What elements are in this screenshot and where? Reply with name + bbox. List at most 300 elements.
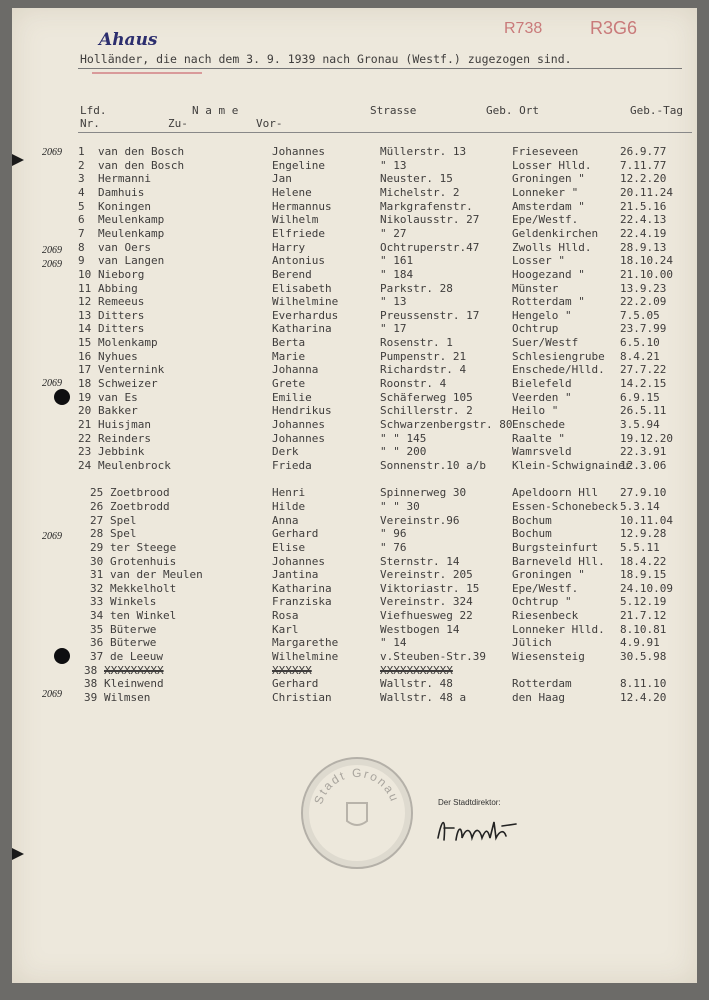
birthplace-cell: Enschede xyxy=(512,418,565,431)
surname-cell: ten Winkel xyxy=(110,609,177,623)
street-cell: Preussenstr. 17 xyxy=(380,308,480,322)
street-cell: " " 145 xyxy=(380,431,427,445)
table-row xyxy=(12,322,697,336)
forename-cell: Engeline xyxy=(272,158,325,172)
forename-cell: Marie xyxy=(272,349,306,363)
table-row xyxy=(12,200,697,214)
surname-cell: Molenkamp xyxy=(98,336,158,350)
header-birthplace: Geb. Ort xyxy=(486,104,539,117)
forename-cell: Hendrikus xyxy=(272,404,332,418)
birthplace-cell: Apeldoorn Hll xyxy=(512,486,599,500)
table-row xyxy=(12,268,697,282)
row-number: 37 xyxy=(90,650,104,664)
birthplace-cell: Enschede/Hlld. xyxy=(512,363,605,377)
row-number: 36 xyxy=(90,636,104,650)
surname-cell: Zoetbrodd xyxy=(110,499,170,513)
birthdate-cell: 30.5.98 xyxy=(620,650,667,664)
birthplace-cell: Epe/Westf. xyxy=(512,213,579,227)
row-number: 38 xyxy=(84,663,98,677)
table-row xyxy=(12,582,697,596)
row-number: 22 xyxy=(78,431,92,445)
forename-cell: Rosa xyxy=(272,609,299,623)
row-number: 5 xyxy=(78,199,85,213)
row-number: 14 xyxy=(78,322,92,336)
row-number: 21 xyxy=(78,418,92,431)
forename-cell: Antonius xyxy=(272,254,325,268)
street-cell: Wallstr. 48 xyxy=(380,677,453,691)
birthdate-cell: 14.2.15 xyxy=(620,377,667,391)
table-row xyxy=(12,609,697,623)
birthplace-cell: Frieseveen xyxy=(512,145,579,158)
birthplace-cell: Geldenkirchen xyxy=(512,226,599,240)
forename-cell: Johanna xyxy=(272,363,319,377)
birthdate-cell: 18.9.15 xyxy=(620,568,667,582)
table-row xyxy=(12,432,697,446)
street-cell: Vereinstr. 324 xyxy=(380,595,473,609)
surname-cell: Meulenkamp xyxy=(98,213,165,227)
birthdate-cell: 26.9.77 xyxy=(620,145,667,158)
row-number: 16 xyxy=(78,349,92,363)
table-row xyxy=(12,186,697,200)
surname-cell: ter Steege xyxy=(110,540,177,554)
birthdate-cell: 7.5.05 xyxy=(620,308,660,322)
birthdate-cell: 28.9.13 xyxy=(620,240,667,254)
header-name: N a m e xyxy=(192,104,239,117)
forename-cell: Elfriede xyxy=(272,226,325,240)
birthplace-cell: Epe/Westf. xyxy=(512,581,579,595)
row-number: 23 xyxy=(78,445,92,459)
birthplace-cell: Barneveld Hll. xyxy=(512,554,605,568)
surname-cell: Wilmsen xyxy=(104,691,151,704)
row-number: 17 xyxy=(78,363,92,377)
archive-notes xyxy=(504,20,644,50)
document-sheet xyxy=(12,8,697,983)
svg-text:Stadt Gronau: Stadt Gronau xyxy=(311,765,403,807)
birthplace-cell: Lonneker Hlld. xyxy=(512,622,605,636)
street-cell: Sternstr. 14 xyxy=(380,554,460,568)
forename-cell: Frieda xyxy=(272,458,312,472)
street-cell: Rosenstr. 1 xyxy=(380,336,453,350)
street-cell: Viefhuesweg 22 xyxy=(380,609,473,623)
forename-cell: Johannes xyxy=(272,554,325,568)
row-number: 7 xyxy=(78,226,85,240)
forename-cell: Harry xyxy=(272,240,306,254)
row-number: 31 xyxy=(90,568,104,582)
street-cell: " 13 xyxy=(380,158,407,172)
birthplace-cell: Groningen " xyxy=(512,172,585,186)
table-row xyxy=(12,159,697,173)
birthdate-cell: 22.3.91 xyxy=(620,445,667,459)
birthdate-cell: 10.11.04 xyxy=(620,513,673,527)
surname-cell: Mekkelholt xyxy=(110,581,177,595)
birthdate-cell: 7.11.77 xyxy=(620,158,667,172)
forename-cell: Jan xyxy=(272,172,292,186)
edge-notch xyxy=(12,848,24,860)
surname-cell: Bakker xyxy=(98,404,138,418)
table-row xyxy=(12,172,697,186)
forename-cell: Emilie xyxy=(272,390,312,404)
surname-cell: Remeeus xyxy=(98,295,145,309)
surname-cell: van Es xyxy=(98,390,138,404)
birthplace-cell: Zwolls Hlld. xyxy=(512,240,592,254)
margin-note: 2069 xyxy=(42,531,62,542)
surname-cell: van den Bosch xyxy=(98,158,185,172)
street-cell: Markgrafenstr. xyxy=(380,199,473,213)
row-number: 39 xyxy=(84,691,98,704)
table-row xyxy=(12,555,697,569)
forename-cell: Elisabeth xyxy=(272,281,332,295)
table-row xyxy=(12,500,697,514)
street-cell: XXXXXXXXXXX xyxy=(380,663,453,677)
street-cell: Spinnerweg 30 xyxy=(380,486,467,500)
row-number: 11 xyxy=(78,281,92,295)
row-number: 28 xyxy=(90,527,104,541)
birthdate-cell: 22.4.13 xyxy=(620,213,667,227)
street-cell: Schwarzenbergstr. 80 xyxy=(380,418,513,431)
forename-cell: Elise xyxy=(272,540,306,554)
forename-cell: Jantina xyxy=(272,568,319,582)
punch-hole xyxy=(54,389,70,405)
surname-cell: Spel xyxy=(110,527,137,541)
signature-label: Der Stadtdirektor: xyxy=(438,798,501,807)
forename-cell: Wilhelm xyxy=(272,213,319,227)
table-row xyxy=(12,445,697,459)
forename-cell: Johannes xyxy=(272,431,325,445)
row-number: 20 xyxy=(78,404,92,418)
table-row xyxy=(12,377,697,391)
street-cell: " 27 xyxy=(380,226,407,240)
birthdate-cell: 8.10.81 xyxy=(620,622,667,636)
birthplace-cell: Groningen " xyxy=(512,568,585,582)
margin-note: 2069 xyxy=(42,378,62,389)
table-row xyxy=(12,459,697,473)
row-number: 29 xyxy=(90,540,104,554)
surname-cell: Damhuis xyxy=(98,185,145,199)
row-number: 25 xyxy=(90,486,104,500)
birthdate-cell: 21.10.00 xyxy=(620,267,673,281)
forename-cell: Helene xyxy=(272,185,312,199)
header-birthdate: Geb.-Tag xyxy=(630,104,683,117)
margin-note: 2069 xyxy=(42,689,62,700)
row-number: 26 xyxy=(90,499,104,513)
table-row xyxy=(12,309,697,323)
birthplace-cell: Hengelo " xyxy=(512,308,572,322)
surname-cell: Meulenbrock xyxy=(98,458,171,472)
birthplace-cell: Lonneker " xyxy=(512,185,579,199)
signature xyxy=(432,808,524,848)
row-number: 3 xyxy=(78,172,85,186)
table-row xyxy=(12,514,697,528)
birthplace-cell: Suer/Westf xyxy=(512,336,579,350)
forename-cell: Hilde xyxy=(272,499,306,513)
birthplace-cell: Schlesiengrube xyxy=(512,349,605,363)
forename-cell: Katharina xyxy=(272,322,332,336)
struck-row xyxy=(12,664,697,678)
surname-cell: Spel xyxy=(110,513,137,527)
birthdate-cell: 13.9.23 xyxy=(620,281,667,295)
birthdate-cell: 8.11.10 xyxy=(620,677,667,691)
surname-cell: Büterwe xyxy=(110,636,157,650)
birthplace-cell: Bielefeld xyxy=(512,377,572,391)
table-row xyxy=(12,623,697,637)
street-cell: Richardstr. 4 xyxy=(380,363,467,377)
surname-cell: Huisjman xyxy=(98,418,151,431)
margin-note: 2069 xyxy=(42,245,62,256)
birthdate-cell: 21.5.16 xyxy=(620,199,667,213)
birthdate-cell: 27.9.10 xyxy=(620,486,667,500)
forename-cell: Katharina xyxy=(272,581,332,595)
street-cell: " 76 xyxy=(380,540,407,554)
surname-cell: Meulenkamp xyxy=(98,226,165,240)
forename-cell: Wilhelmine xyxy=(272,650,339,664)
surname-cell: van Langen xyxy=(98,254,165,268)
surname-cell: de Leeuw xyxy=(110,650,163,664)
street-cell: " 96 xyxy=(380,527,407,541)
forename-cell: Berta xyxy=(272,336,306,350)
header-no-bottom: Nr. xyxy=(80,117,100,130)
table-row xyxy=(12,363,697,377)
birthplace-cell: Ochtrup xyxy=(512,322,559,336)
row-number: 2 xyxy=(78,158,85,172)
margin-note: 2069 xyxy=(42,147,62,158)
table-row xyxy=(12,241,697,255)
street-cell: " 14 xyxy=(380,636,407,650)
street-cell: Ochtruperstr.47 xyxy=(380,240,480,254)
birthdate-cell: 12.9.28 xyxy=(620,527,667,541)
row-number: 4 xyxy=(78,185,85,199)
table-row xyxy=(12,227,697,241)
table-row xyxy=(12,213,697,227)
street-cell: Wallstr. 48 a xyxy=(380,691,467,704)
street-cell: Viktoriastr. 15 xyxy=(380,581,480,595)
birthplace-cell: Münster xyxy=(512,281,559,295)
surname-cell: Abbing xyxy=(98,281,138,295)
surname-cell: Büterwe xyxy=(110,622,157,636)
birthplace-cell: Jülich xyxy=(512,636,552,650)
forename-cell: Grete xyxy=(272,377,306,391)
street-cell: Nikolausstr. 27 xyxy=(380,213,480,227)
birthdate-cell: 5.5.11 xyxy=(620,540,660,554)
birthdate-cell: 8.4.21 xyxy=(620,349,660,363)
street-cell: Parkstr. 28 xyxy=(380,281,453,295)
archive-note-left: R738 xyxy=(504,20,543,37)
surname-cell: Zoetbrood xyxy=(110,486,170,500)
birthplace-cell: Amsterdam " xyxy=(512,199,585,213)
birthdate-cell: 21.7.12 xyxy=(620,609,667,623)
birthplace-cell: Rotterdam xyxy=(512,677,572,691)
forename-cell: Christian xyxy=(272,691,332,704)
birthdate-cell: 6.9.15 xyxy=(620,390,660,404)
table-row xyxy=(12,691,697,705)
forename-cell: Gerhard xyxy=(272,677,319,691)
birthplace-cell: Raalte " xyxy=(512,431,565,445)
birthplace-cell: Wamrsveld xyxy=(512,445,572,459)
birthdate-cell: 6.5.10 xyxy=(620,336,660,350)
surname-cell: Grotenhuis xyxy=(110,554,177,568)
forename-cell: Wilhelmine xyxy=(272,295,339,309)
birthdate-cell: 4.9.91 xyxy=(620,636,660,650)
birthdate-cell: 3.5.94 xyxy=(620,418,660,431)
street-cell: Vereinstr.96 xyxy=(380,513,460,527)
street-cell: Vereinstr. 205 xyxy=(380,568,473,582)
row-number: 34 xyxy=(90,609,104,623)
row-number: 15 xyxy=(78,336,92,350)
forename-cell: Franziska xyxy=(272,595,332,609)
header-surname: Zu- xyxy=(168,117,188,130)
table-row xyxy=(12,336,697,350)
row-number: 13 xyxy=(78,308,92,322)
birthdate-cell: 26.5.11 xyxy=(620,404,667,418)
birthdate-cell: 5.3.14 xyxy=(620,499,660,513)
street-cell: Schillerstr. 2 xyxy=(380,404,473,418)
row-number: 27 xyxy=(90,513,104,527)
seal-text xyxy=(303,759,411,867)
birthdate-cell: 19.12.20 xyxy=(620,431,673,445)
birthplace-cell: Veerden " xyxy=(512,390,572,404)
birthdate-cell: 5.12.19 xyxy=(620,595,667,609)
row-number: 35 xyxy=(90,622,104,636)
row-number: 38 xyxy=(84,677,98,691)
surname-cell: Nyhues xyxy=(98,349,138,363)
surname-cell: Hermanni xyxy=(98,172,151,186)
forename-cell: Berend xyxy=(272,267,312,281)
birthplace-cell: Bochum xyxy=(512,513,552,527)
surname-cell: van der Meulen xyxy=(110,568,203,582)
birthplace-cell: Bochum xyxy=(512,527,552,541)
street-cell: " " 30 xyxy=(380,499,420,513)
table-row xyxy=(12,404,697,418)
punch-hole xyxy=(54,648,70,664)
birthplace-cell: Riesenbeck xyxy=(512,609,579,623)
forename-cell: Derk xyxy=(272,445,299,459)
forename-cell: Karl xyxy=(272,622,299,636)
surname-cell: van den Bosch xyxy=(98,145,185,158)
row-number: 19 xyxy=(78,390,92,404)
street-cell: Müllerstr. 13 xyxy=(380,145,467,158)
street-cell: v.Steuben-Str.39 xyxy=(380,650,486,664)
row-number: 10 xyxy=(78,267,92,281)
birthplace-cell: Hoogezand " xyxy=(512,267,585,281)
row-number: 9 xyxy=(78,254,85,268)
birthplace-cell: Klein-Schwignainer xyxy=(512,458,632,472)
row-number: 12 xyxy=(78,295,92,309)
table-row xyxy=(12,568,697,582)
row-number: 33 xyxy=(90,595,104,609)
street-cell: " 13 xyxy=(380,295,407,309)
birthdate-cell: 24.10.09 xyxy=(620,581,673,595)
birthdate-cell: 23.7.99 xyxy=(620,322,667,336)
surname-cell: Venternink xyxy=(98,363,165,377)
table-row xyxy=(12,254,697,268)
surname-cell: Nieborg xyxy=(98,267,145,281)
table-row xyxy=(12,650,697,664)
surname-cell: Ditters xyxy=(98,308,145,322)
document-title: Holländer, die nach dem 3. 9. 1939 nach Gronau (Westf.) zugezogen sind. xyxy=(80,52,572,66)
row-number: 1 xyxy=(78,145,85,158)
table-row xyxy=(12,145,697,159)
forename-cell: Johannes xyxy=(272,145,325,158)
surname-cell: Jebbink xyxy=(98,445,145,459)
table-row xyxy=(12,282,697,296)
street-cell: " " 200 xyxy=(380,445,427,459)
street-cell: Pumpenstr. 21 xyxy=(380,349,467,363)
table-row xyxy=(12,677,697,691)
forename-cell: Johannes xyxy=(272,418,325,431)
archive-note-right: R3G6 xyxy=(590,18,638,38)
row-number: 24 xyxy=(78,458,92,472)
table-row xyxy=(12,636,697,650)
street-cell: " 17 xyxy=(380,322,407,336)
birthdate-cell: 18.4.22 xyxy=(620,554,667,568)
table-row xyxy=(12,391,697,405)
birthplace-cell: Ochtrup " xyxy=(512,595,572,609)
birthdate-cell: 22.4.19 xyxy=(620,226,667,240)
surname-cell: XXXXXXXXX xyxy=(104,663,164,677)
row-number: 6 xyxy=(78,213,85,227)
title-underline xyxy=(78,68,682,69)
surname-cell: Kleinwend xyxy=(104,677,164,691)
birthdate-cell: 12.4.20 xyxy=(620,691,667,704)
birthdate-cell: 12.3.06 xyxy=(620,458,667,472)
forename-cell: XXXXXX xyxy=(272,663,312,677)
margin-note: 2069 xyxy=(42,259,62,270)
birthplace-cell: Rotterdam " xyxy=(512,295,585,309)
row-number: 8 xyxy=(78,240,85,254)
table-row xyxy=(12,595,697,609)
birthplace-cell: Wiesensteig xyxy=(512,650,585,664)
surname-cell: Ditters xyxy=(98,322,145,336)
header-no-top: Lfd. xyxy=(80,104,107,117)
forename-cell: Anna xyxy=(272,513,299,527)
forename-cell: Gerhard xyxy=(272,527,319,541)
surname-cell: Koningen xyxy=(98,199,151,213)
table-row xyxy=(12,295,697,309)
street-cell: Roonstr. 4 xyxy=(380,377,447,391)
red-pencil-mark xyxy=(92,72,202,74)
place-stamp: Ahaus xyxy=(99,30,158,50)
row-number: 30 xyxy=(90,554,104,568)
row-number: 32 xyxy=(90,581,104,595)
birthplace-cell: Losser Hlld. xyxy=(512,158,592,172)
birthdate-cell: 12.2.20 xyxy=(620,172,667,186)
header-forename: Vor- xyxy=(256,117,283,130)
birthdate-cell: 20.11.24 xyxy=(620,185,673,199)
street-cell: Schäferweg 105 xyxy=(380,390,473,404)
table-row xyxy=(12,541,697,555)
forename-cell: Everhardus xyxy=(272,308,339,322)
header-rule xyxy=(78,132,692,133)
official-seal xyxy=(301,757,413,869)
birthplace-cell: Essen-Schonebeck xyxy=(512,499,618,513)
street-cell: Michelstr. 2 xyxy=(380,185,460,199)
forename-cell: Henri xyxy=(272,486,306,500)
table-row xyxy=(12,350,697,364)
street-cell: Sonnenstr.10 a/b xyxy=(380,458,486,472)
birthdate-cell: 27.7.22 xyxy=(620,363,667,377)
forename-cell: Hermannus xyxy=(272,199,332,213)
header-street: Strasse xyxy=(370,104,417,117)
surname-cell: Reinders xyxy=(98,431,151,445)
birthdate-cell: 22.2.09 xyxy=(620,295,667,309)
street-cell: " 184 xyxy=(380,267,414,281)
table-row xyxy=(12,418,697,432)
street-cell: " 161 xyxy=(380,254,414,268)
surname-cell: van Oers xyxy=(98,240,151,254)
birthplace-cell: Losser " xyxy=(512,254,565,268)
birthplace-cell: den Haag xyxy=(512,691,565,704)
birthdate-cell: 18.10.24 xyxy=(620,254,673,268)
surname-cell: Schweizer xyxy=(98,377,158,391)
